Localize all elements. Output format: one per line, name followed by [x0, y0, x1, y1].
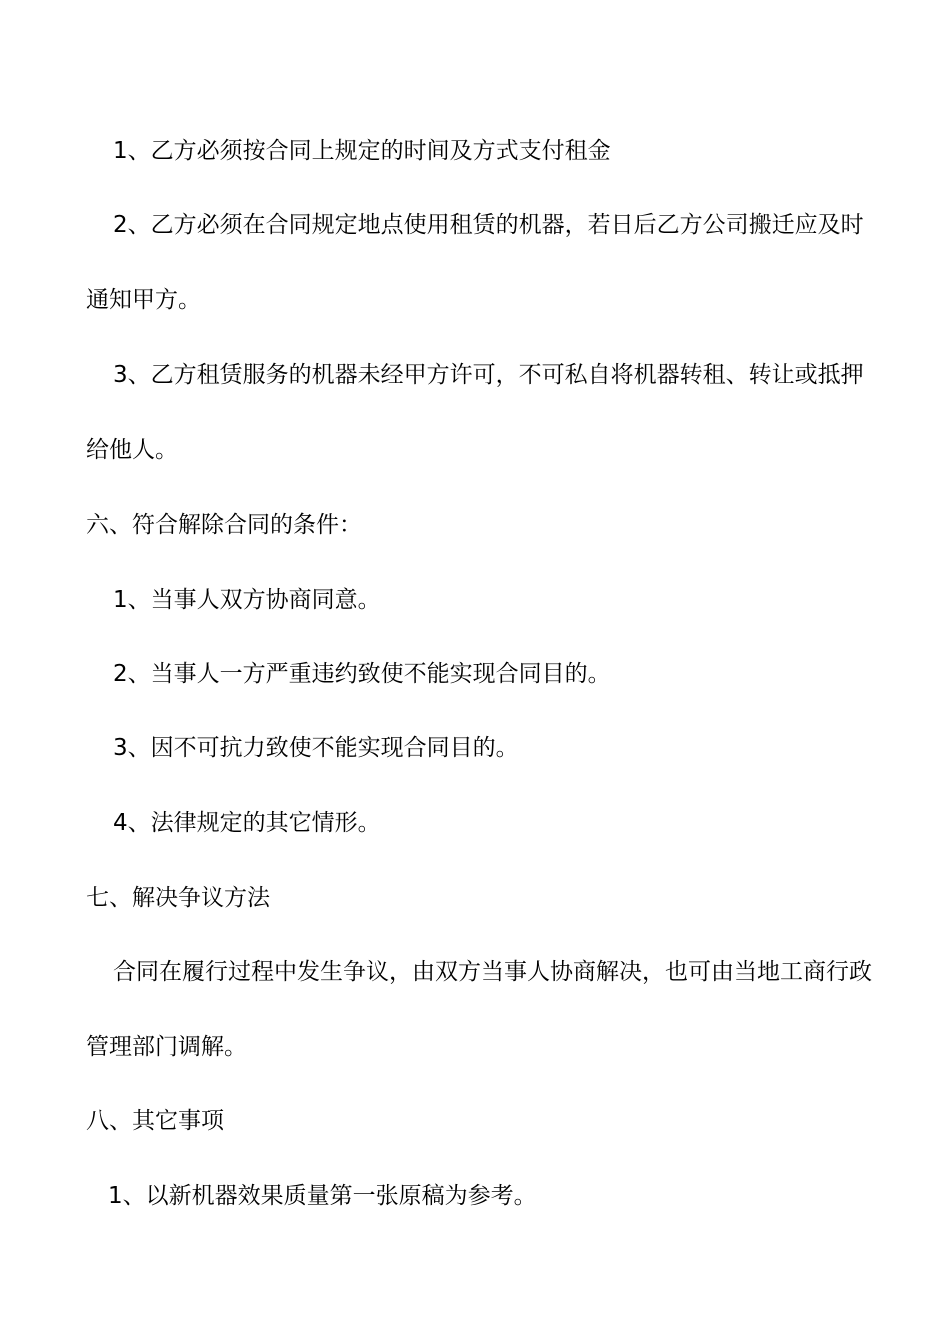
clause-5-item-1: 1、乙方必须按合同上规定的时间及方式支付租金: [113, 138, 611, 164]
clause-5-item-3-cont: 给他人。: [86, 437, 178, 463]
section-6-heading: 六、符合解除合同的条件：: [86, 512, 362, 538]
clause-6-item-3: 3、因不可抗力致使不能实现合同目的。: [113, 735, 519, 761]
section-7-paragraph-cont: 管理部门调解。: [86, 1034, 247, 1060]
clause-5-item-2: 2、乙方必须在合同规定地点使用租赁的机器，若日后乙方公司搬迁应及时: [113, 212, 864, 238]
clause-5-item-3: 3、乙方租赁服务的机器未经甲方许可，不可私自将机器转租、转让或抵押: [113, 362, 864, 388]
clause-6-item-2: 2、当事人一方严重违约致使不能实现合同目的。: [113, 661, 611, 687]
clause-5-item-2-cont: 通知甲方。: [86, 287, 201, 313]
clause-6-item-4: 4、法律规定的其它情形。: [113, 810, 381, 836]
section-8-heading: 八、其它事项: [86, 1108, 224, 1134]
section-7-paragraph: 合同在履行过程中发生争议，由双方当事人协商解决，也可由当地工商行政: [113, 959, 872, 985]
section-7-heading: 七、解决争议方法: [86, 885, 270, 911]
clause-8-item-1: 1、以新机器效果质量第一张原稿为参考。: [108, 1183, 537, 1209]
clause-6-item-1: 1、当事人双方协商同意。: [113, 587, 381, 613]
